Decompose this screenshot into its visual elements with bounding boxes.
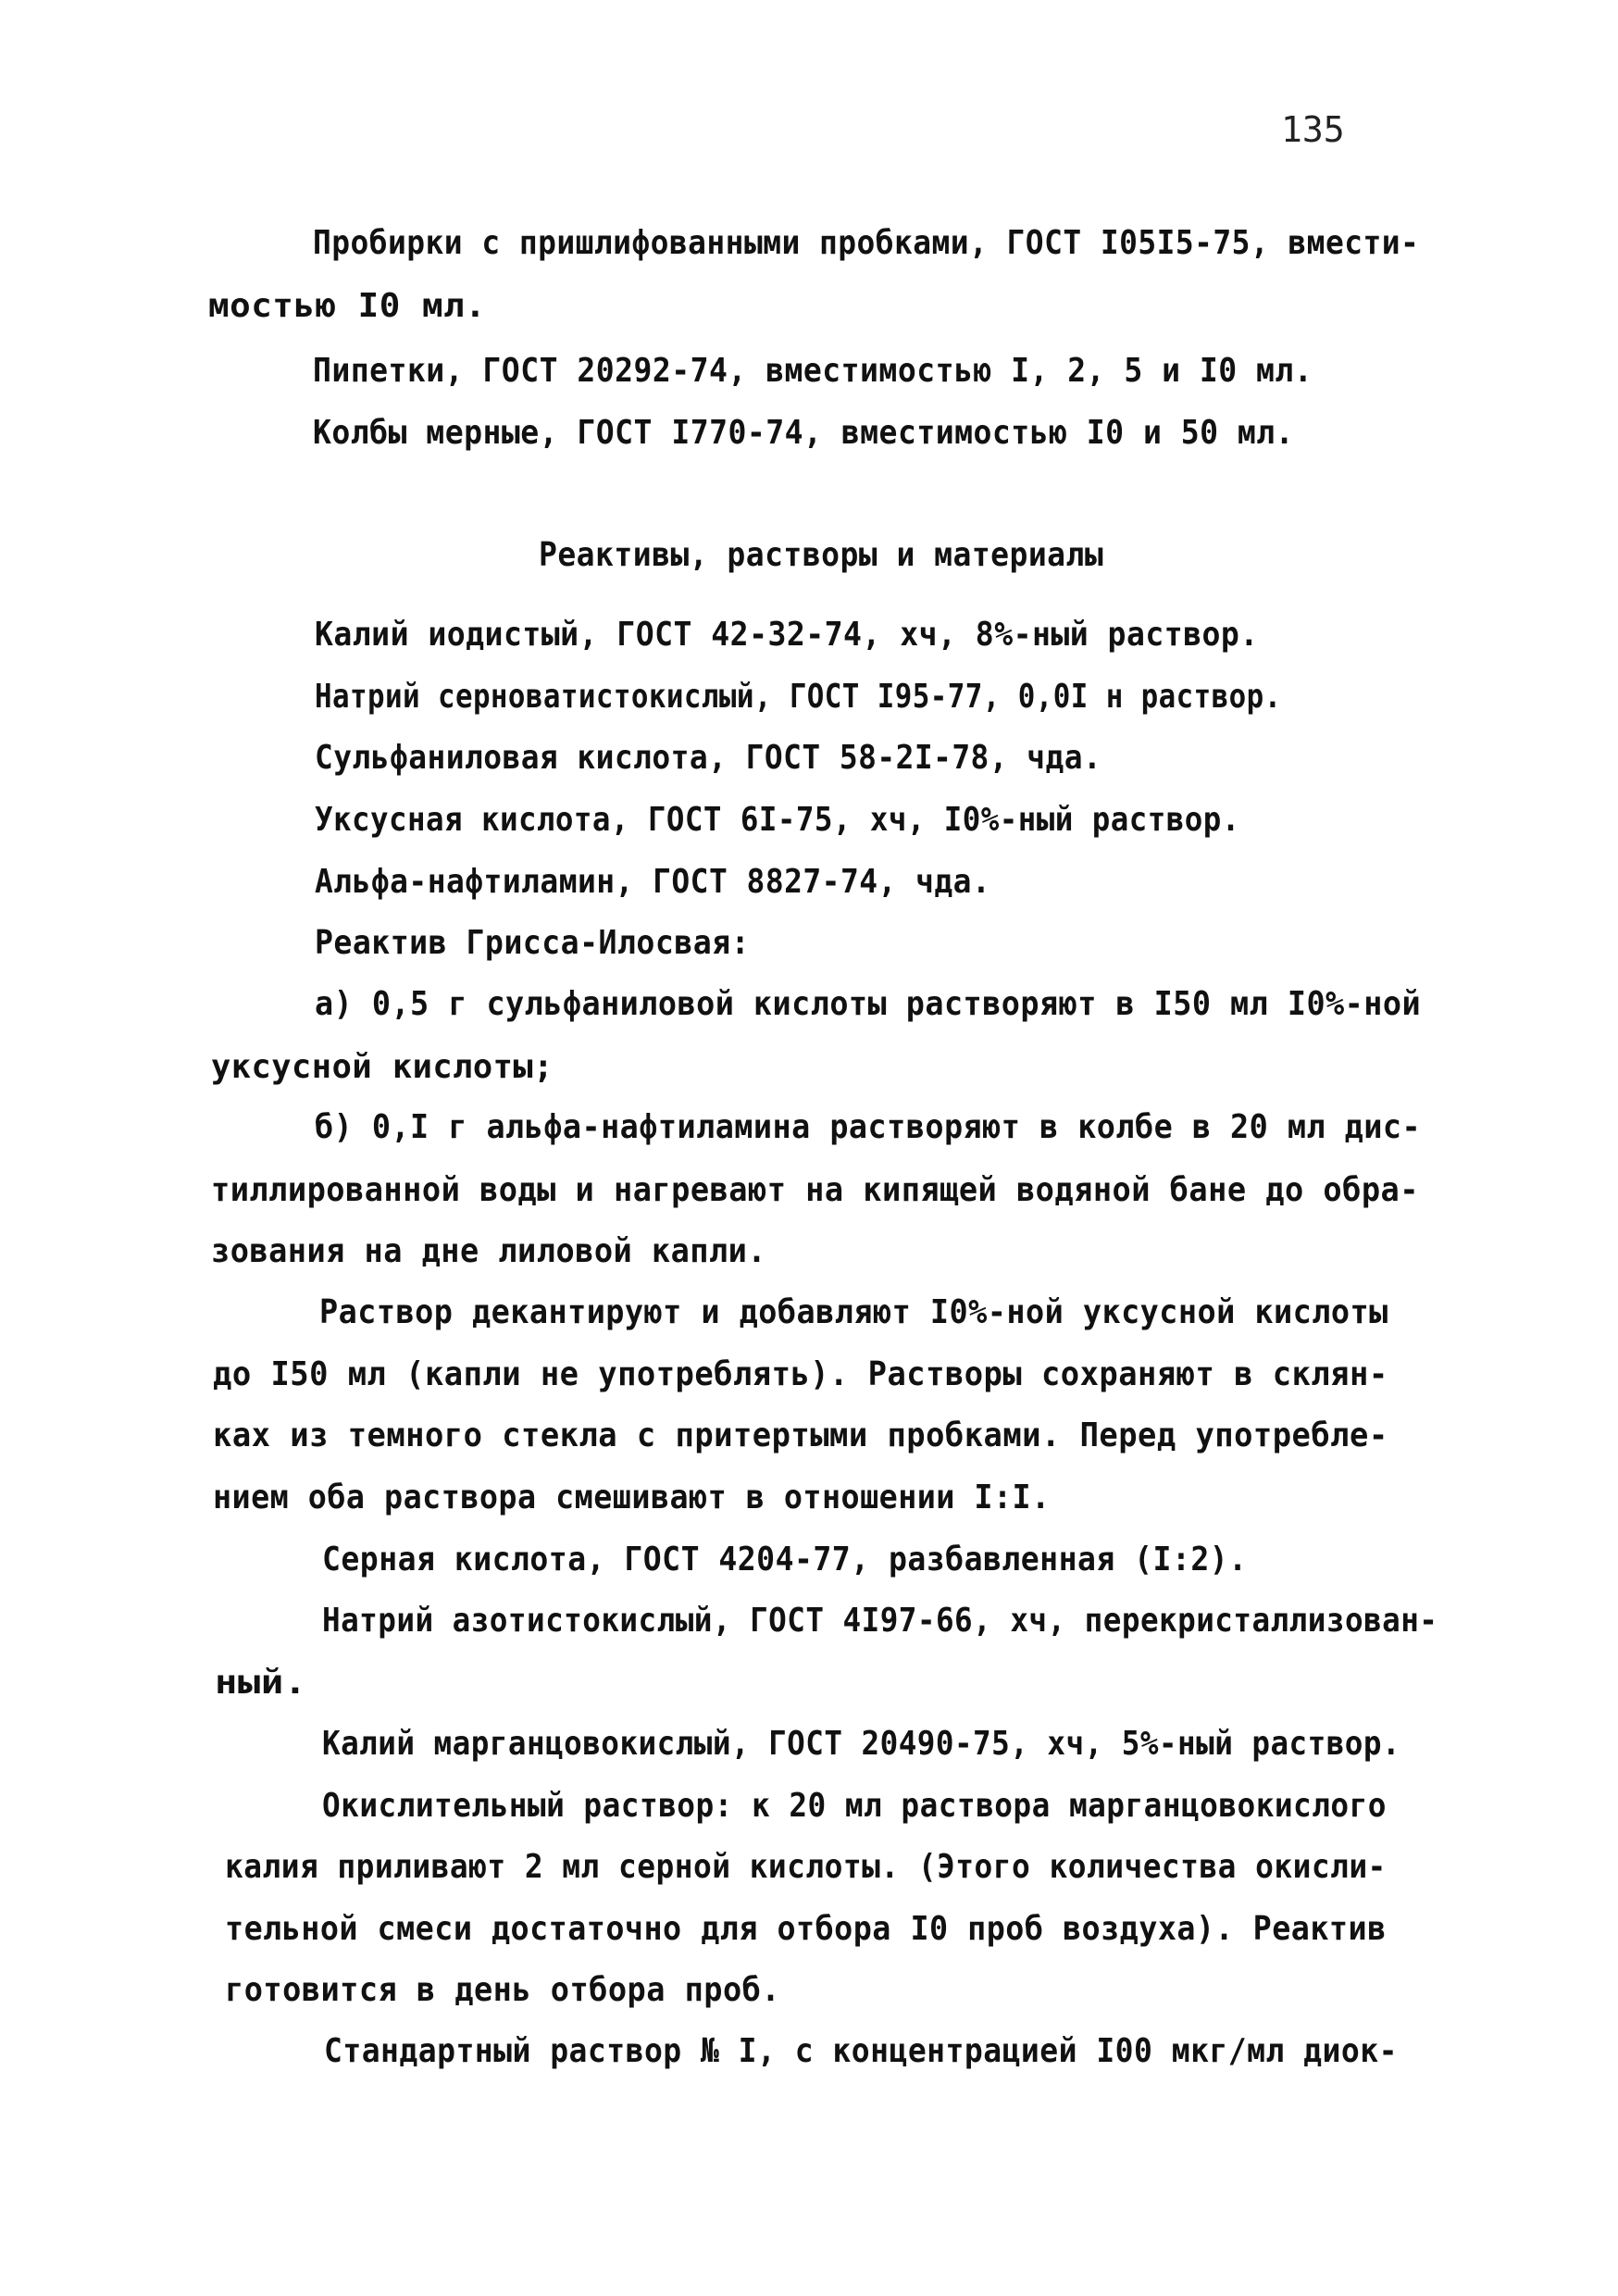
text-line: Альфа-нафтиламин, ГОСТ 8827-74, чда. <box>315 863 991 901</box>
text-line: Пробирки с пришлифованными пробками, ГОСТ I05I5-75, вмести- <box>313 224 1420 262</box>
section-heading: Реактивы, растворы и материалы <box>539 536 1104 574</box>
text-line: Реактив Грисса-Илосвая: <box>315 924 750 962</box>
text-line: а) 0,5 г сульфаниловой кислоты растворяют в I50 мл I0%-ной <box>315 985 1422 1023</box>
text-line: тиллированной воды и нагревают на кипящей водяной бане до обра- <box>211 1171 1419 1209</box>
text-line: Колбы мерные, ГОСТ I770-74, вместимостью I0 и 50 мл. <box>313 414 1295 452</box>
text-line: мостью I0 мл. <box>208 287 487 325</box>
text-line: Раствор декантируют и добавляют I0%-ной уксусной кислоты <box>319 1293 1388 1331</box>
text-line: до I50 мл (капли не употреблять). Растворы сохраняют в склян- <box>213 1355 1388 1393</box>
text-line: Калий марганцовокислый, ГОСТ 20490-75, хч, 5%-ный раствор. <box>322 1725 1401 1763</box>
text-line: Натрий серноватистокислый, ГОСТ I95-77, 0,0I н раствор. <box>315 678 1282 716</box>
text-line: Калий иодистый, ГОСТ 42-32-74, хч, 8%-ный раствор. <box>315 616 1259 654</box>
page-number: 135 <box>1281 109 1345 150</box>
text-line: Натрий азотистокислый, ГОСТ 4I97-66, хч, перекристаллизован- <box>322 1602 1438 1640</box>
text-line: Пипетки, ГОСТ 20292-74, вместимостью I, 2, 5 и I0 мл. <box>313 352 1313 390</box>
text-line: калия приливают 2 мл серной кислоты. (Этого количества окисли- <box>225 1848 1387 1886</box>
text-line: зования на дне лиловой капли. <box>211 1232 767 1270</box>
text-line: готовится в день отбора проб. <box>225 1971 781 2009</box>
text-line: тельной смеси достаточно для отбора I0 проб воздуха). Реактив <box>225 1910 1387 1948</box>
text-line: б) 0,I г альфа-нафтиламина растворяют в колбе в 20 мл дис- <box>315 1108 1422 1146</box>
text-line: Окислительный раствор: к 20 мл раствора марганцовокислого <box>322 1787 1387 1825</box>
text-line: уксусной кислоты; <box>211 1048 554 1086</box>
text-line: Сульфаниловая кислота, ГОСТ 58-2I-78, чда. <box>315 739 1102 777</box>
text-line: Стандартный раствор № I, с концентрацией I00 мкг/мл диок- <box>324 2032 1398 2070</box>
text-line: Уксусная кислота, ГОСТ 6I-75, хч, I0%-ный раствор. <box>315 801 1240 839</box>
text-line: нием оба раствора смешивают в отношении I:I. <box>213 1479 1051 1516</box>
text-line: ках из темного стекла с притертыми пробками. Перед употребле- <box>213 1416 1388 1454</box>
text-line: ный. <box>215 1664 307 1702</box>
text-line: Серная кислота, ГОСТ 4204-77, разбавленная (I:2). <box>322 1541 1248 1578</box>
